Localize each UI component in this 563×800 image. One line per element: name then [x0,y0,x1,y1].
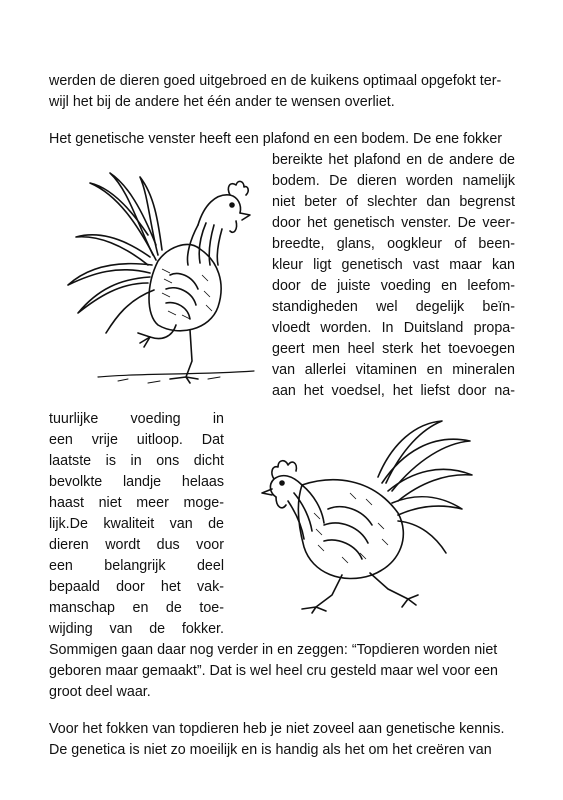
text-line: geboren maar gemaakt”. Dat is wel heel cru gesteld maar wel voor een [49,663,498,679]
text-line: aan het voedsel, het liefst door na- [272,383,515,399]
text-line: De genetica is niet zo moeilijk en is handig als het om het creëren van [49,742,492,758]
text-line: vloedt worden. In Duitsland propa- [272,320,515,336]
text-line: werden de dieren goed uitgebroed en de kuikens optimaal opgefokt ter- [49,73,502,89]
text-line: groot deel waar. [49,684,151,700]
text-line: tuurlijke voeding in [49,411,224,427]
rooster-walking-illustration [232,413,482,618]
text-line: Sommigen gaan daar nog verder in en zeggen: “Topdieren worden niet [49,642,498,658]
text-line: bepaald door het vak- [49,579,224,595]
text-line: van allerlei vitaminen en mineralen [272,362,515,378]
text-line: door het genetisch venster. De veer- [272,215,515,231]
text-line: niet beter of slechter dan begrenst [272,194,515,210]
text-line: bodem. De dieren worden namelijk [272,173,515,189]
text-line: wijl het bij de andere het één ander te wensen overliet. [49,94,395,110]
text-line: Het genetische venster heeft een plafond en een bodem. De ene fokker [49,131,503,147]
text-line: laatste is in ons dicht [49,453,224,469]
text-line: bereikte het plafond en de andere de [272,152,515,168]
text-line: kleur ligt genetisch vast maar kan [272,257,515,273]
text-line: bevolkte landje helaas [49,474,224,490]
text-line: manschap en de toe- [49,600,224,616]
text-line: door de juiste voeding en leefom- [272,278,515,294]
rooster-standing-illustration [58,165,270,390]
text-line: dieren wordt dus voor [49,537,224,553]
text-line: wijding van de fokker. [49,621,224,637]
text-line: standigheden wel degelijk beïn- [272,299,515,315]
text-line: breedte, glans, oogkleur of been- [272,236,515,252]
text-line: geert men heel sterk het toevoegen [272,341,515,357]
text-line: Voor het fokken van topdieren heb je niet zoveel aan genetische kennis. [49,721,505,737]
text-line: lijk.De kwaliteit van de [49,516,224,532]
text-line: haast niet meer moge- [49,495,224,511]
text-line: een belangrijk deel [49,558,224,574]
text-line: een vrije uitloop. Dat [49,432,224,448]
